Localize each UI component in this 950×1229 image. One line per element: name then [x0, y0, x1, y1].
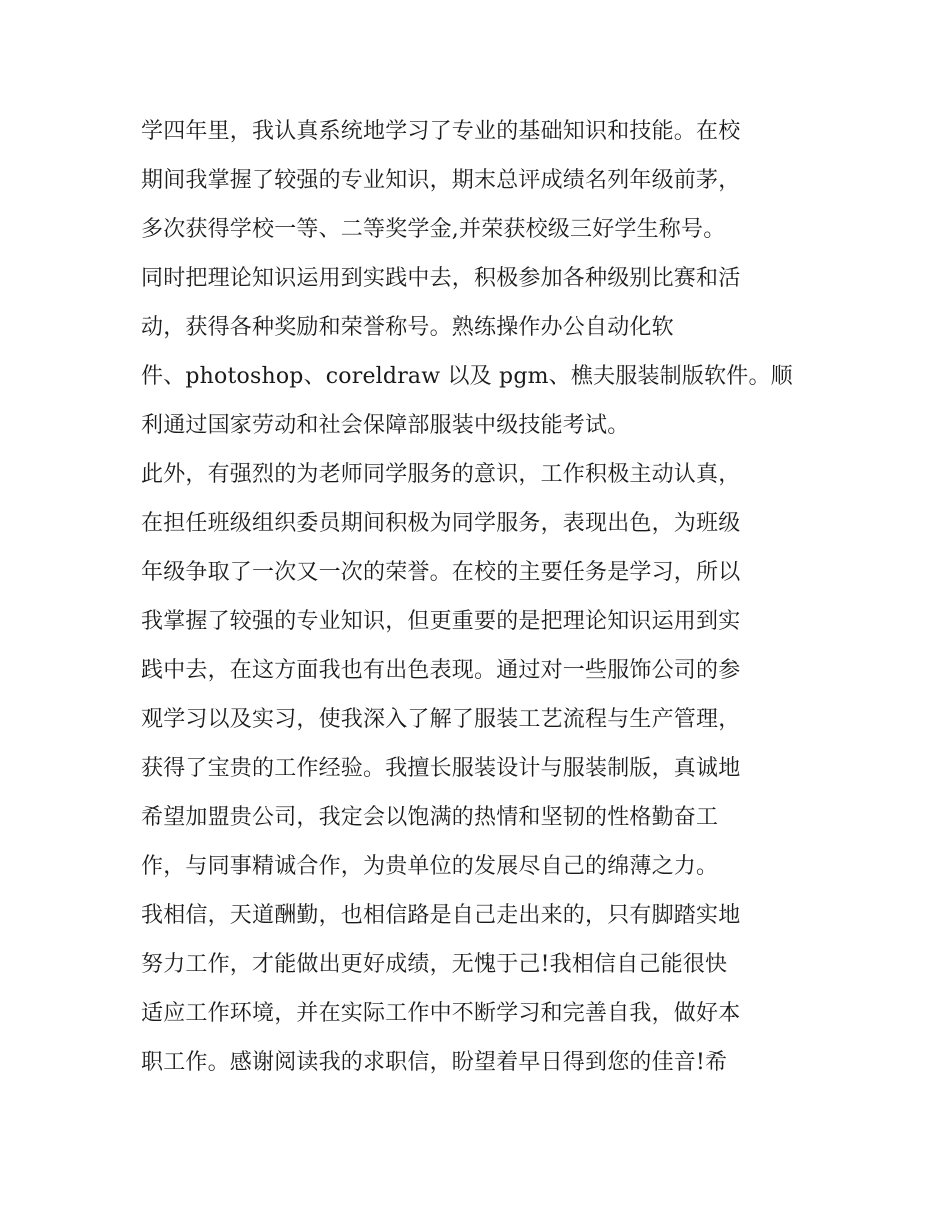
letter-body: [141, 107, 821, 1087]
text-line: 希望加盟贵公司，我定会以饱满的热情和坚韧的性格勤奋工: [141, 805, 719, 830]
text-line: 践中去，在这方面我也有出色表现。通过对一些服饰公司的参: [141, 658, 741, 683]
text-line: 动，获得各种奖励和荣誉称号。熟练操作办公自动化软: [141, 315, 674, 340]
text-line: 此外，有强烈的为老师同学服务的意识，工作积极主动认真，: [141, 462, 741, 487]
text-line: 同时把理论知识运用到实践中去，积极参加各种级别比赛和活: [141, 266, 741, 291]
text-line: 学四年里，我认真系统地学习了专业的基础知识和技能。在校: [141, 119, 741, 144]
text-line: 利通过国家劳动和社会保障部服装中级技能考试。: [141, 413, 630, 438]
text-line: 我相信，天道酬勤，也相信路是自己走出来的，只有脚踏实地: [141, 903, 741, 928]
text-line: 我掌握了较强的专业知识，但更重要的是把理论知识运用到实: [141, 609, 741, 634]
text-line: 努力工作，才能做出更好成绩，无愧于己!我相信自己能很快: [141, 952, 728, 977]
text-line: 期间我掌握了较强的专业知识，期末总评成绩名列年级前茅，: [141, 168, 741, 193]
text-line: 件、photoshop、coreldraw 以及 pgm、樵夫服装制版软件。顺: [141, 364, 793, 389]
text-line: 在担任班级组织委员期间积极为同学服务，表现出色，为班级: [141, 511, 741, 536]
text-line: 适应工作环境，并在实际工作中不断学习和完善自我，做好本: [141, 1001, 741, 1026]
text-line: 多次获得学校一等、二等奖学金,并荣获校级三好学生称号。: [141, 217, 726, 242]
text-line: 作，与同事精诚合作，为贵单位的发展尽自己的绵薄之力。: [141, 854, 719, 879]
text-line: 职工作。感谢阅读我的求职信，盼望着早日得到您的佳音!希: [141, 1050, 728, 1075]
text-line: 获得了宝贵的工作经验。我擅长服装设计与服装制版，真诚地: [141, 756, 741, 781]
text-line: 年级争取了一次又一次的荣誉。在校的主要任务是学习，所以: [141, 560, 741, 585]
text-line: 观学习以及实习，使我深入了解了服装工艺流程与生产管理，: [141, 707, 741, 732]
